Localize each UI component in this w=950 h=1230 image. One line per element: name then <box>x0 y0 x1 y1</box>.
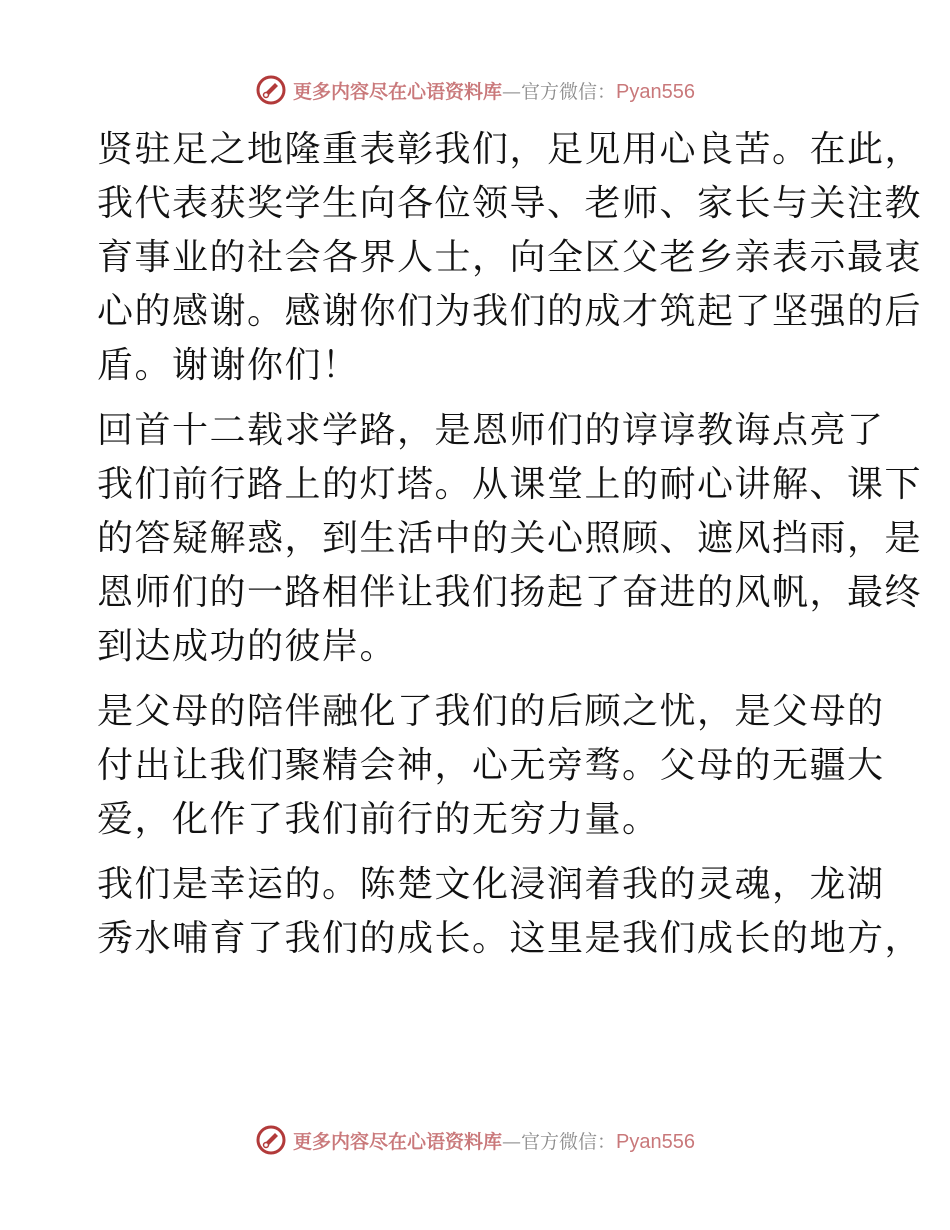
text-line: 盾。谢谢你们！ <box>97 345 360 386</box>
footer-wechat-label: 官方微信： <box>521 1130 617 1153</box>
footer-main-text: 更多内容尽在心语资料库 <box>293 1130 503 1153</box>
text-line: 贤驻足之地隆重表彰我们，足见用心良苦。在此， <box>97 129 923 170</box>
text-line: 我们是幸运的。陈楚文化浸润着我的灵魂，龙湖 <box>97 864 885 905</box>
document-body <box>97 123 923 966</box>
text-line: 的答疑解惑，到生活中的关心照顾、遮风挡雨，是 <box>97 518 923 559</box>
text-line: 恩师们的一路相伴让我们扬起了奋进的风帆，最终 <box>97 572 923 613</box>
header-wechat-label: 官方微信： <box>521 80 617 103</box>
text-line: 我们前行路上的灯塔。从课堂上的耐心讲解、课下 <box>97 464 923 505</box>
text-line: 付出让我们聚精会神，心无旁骛。父母的无疆大 <box>97 745 885 786</box>
logo-icon <box>255 74 287 106</box>
header-wechat-id: Pyan556 <box>616 80 695 103</box>
paragraph-1 <box>97 123 923 393</box>
header-banner <box>0 70 950 110</box>
text-line: 爱，化作了我们前行的无穷力量。 <box>97 799 660 840</box>
text-line: 我代表获奖学生向各位领导、老师、家长与关注教 <box>97 183 923 224</box>
header-dash: — <box>502 80 522 103</box>
footer-wechat-id: Pyan556 <box>616 1130 695 1153</box>
paragraph-4 <box>97 858 923 966</box>
footer-text <box>293 1127 695 1154</box>
header-text <box>293 77 695 104</box>
text-line: 育事业的社会各界人士，向全区父老乡亲表示最衷 <box>97 237 923 278</box>
text-line: 回首十二载求学路，是恩师们的谆谆教诲点亮了 <box>97 410 885 451</box>
footer-dash: — <box>502 1130 522 1153</box>
text-line: 是父母的陪伴融化了我们的后顾之忧，是父母的 <box>97 691 885 732</box>
paragraph-2 <box>97 404 923 674</box>
text-line: 到达成功的彼岸。 <box>97 626 398 667</box>
logo-icon <box>255 1124 287 1156</box>
paragraph-3 <box>97 685 885 847</box>
header-main-text: 更多内容尽在心语资料库 <box>293 80 503 103</box>
footer-banner <box>0 1120 950 1160</box>
text-line: 秀水哺育了我们的成长。这里是我们成长的地方， <box>97 918 923 959</box>
text-line: 心的感谢。感谢你们为我们的成才筑起了坚强的后 <box>97 291 923 332</box>
